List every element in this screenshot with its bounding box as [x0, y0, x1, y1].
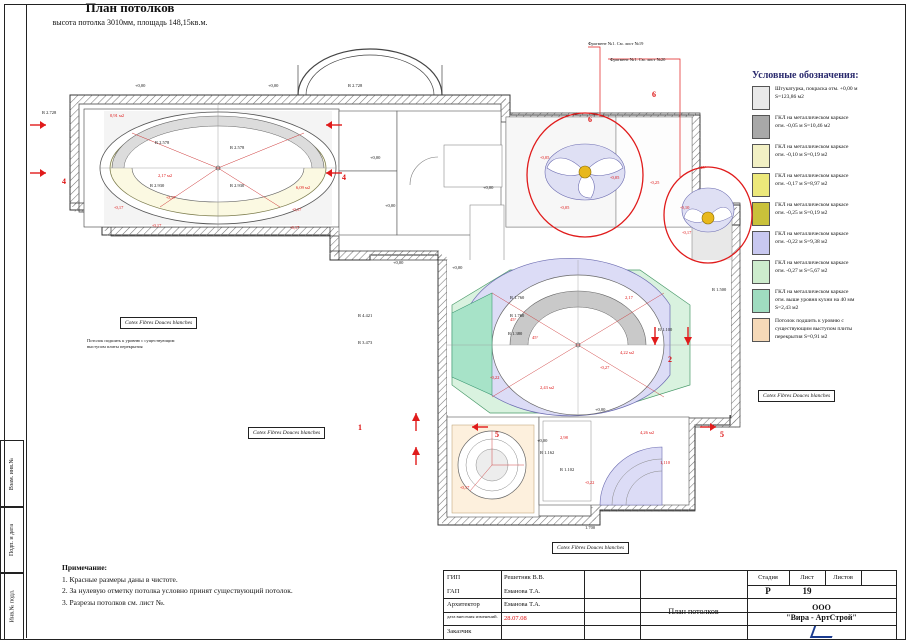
dimension-label-8: +0,00 — [370, 155, 381, 160]
section-mark-6-7: 6 — [652, 90, 656, 99]
legend-item-5 — [752, 231, 900, 255]
tb-drawing-name: План потолков — [668, 607, 719, 616]
red-dimension-label-9: -0,05 — [610, 175, 620, 180]
red-dimension-label-16: -0,27 — [600, 365, 610, 370]
red-dimension-label-26: 2,17 — [625, 295, 633, 300]
legend-label: ГКЛ на металлическом каркасе отм. -0,17 м S=8,97 м2 — [775, 173, 849, 187]
legend-item-1 — [752, 115, 900, 139]
margin-cell-2 — [0, 572, 24, 640]
plan-note-small-0: Потолок подшить к уровню с существующим выступом плиты перекрытия — [87, 338, 175, 350]
dimension-label-12: +0,00 — [483, 185, 494, 190]
dimension-label-15: R 1.760 — [510, 295, 525, 300]
section-mark-4-1: 4 — [342, 173, 346, 182]
red-dimension-label-24: 45° — [532, 335, 539, 340]
red-dimension-label-22: -0,17 — [166, 195, 176, 200]
dimension-label-9: +0,00 — [385, 203, 396, 208]
dimension-label-0: +0,00 — [135, 83, 146, 88]
red-dimension-label-11: -0,10 — [680, 205, 690, 210]
dimension-label-11: +0,00 — [452, 265, 463, 270]
legend-label: ГКЛ на металлическом каркасе отм. -0,25 м S=0,19 м2 — [775, 202, 849, 216]
fragment-note-1: Фрагмент №1. См. лист №19 — [588, 41, 644, 46]
section-mark-4-0: 4 — [62, 177, 66, 186]
dimension-label-16: R 1.760 — [510, 313, 525, 318]
tb-label-0: ГИП — [447, 574, 461, 581]
red-dimension-label-20: -0,17 — [460, 485, 470, 490]
dimension-label-1: +0,00 — [268, 83, 279, 88]
dimension-label-10: +0,00 — [393, 260, 404, 265]
fragment-note-2: Фрагмент №1. См. лист №20 — [610, 57, 666, 62]
red-dimension-label-25: 45° — [700, 165, 707, 170]
tb-date: 28.07.08 — [504, 614, 527, 622]
company-logo-icon — [810, 626, 836, 638]
section-mark-6-6: 6 — [588, 115, 592, 124]
title-text: План потолков — [85, 0, 175, 15]
legend-title: Условные обозначения: — [752, 70, 859, 81]
red-dimension-label-3: -0,17 — [152, 223, 162, 228]
red-dimension-label-18: 4,26 м2 — [640, 430, 655, 435]
section-mark-2-3: 2 — [668, 355, 672, 364]
note-line-1: 2. За нулевую отметку потолка условно принят существующий потолок. — [62, 586, 293, 596]
tb-name-2: Еманова Т.А. — [504, 601, 541, 609]
plan-note-1: Cotex Fibres Douces blanches — [248, 427, 325, 439]
tb-stage-header: Стадия — [758, 574, 778, 581]
dimension-label-14: R 3.473 — [358, 340, 373, 345]
plan-note-3: Cotex Fibres Douces blanches — [552, 542, 629, 554]
tb-label-2: Архитектор — [447, 601, 480, 609]
red-dimension-label-1: 2,17 м2 — [158, 173, 173, 178]
dimension-label-17: R 1.380 — [508, 331, 523, 336]
tb-stage-value: Р — [765, 585, 771, 596]
tb-label-1: ГАП — [447, 587, 460, 595]
margin-line — [26, 4, 27, 638]
legend-label: ГКЛ на металлическом каркасе отм. -0,10 м S=0,19 м2 — [775, 144, 849, 158]
tb-label-4: Заказчик — [447, 628, 472, 636]
red-dimension-label-10: -0,25 — [650, 180, 660, 185]
dimension-label-18: R 1.100 — [658, 327, 673, 332]
margin-cell-1 — [0, 506, 24, 574]
legend-item-3 — [752, 173, 900, 197]
title-block-table — [443, 570, 897, 640]
red-dimension-label-15: -0,22 — [490, 375, 500, 380]
dimension-label-5: R 2.578 — [230, 145, 245, 150]
section-mark-5-4: 5 — [495, 430, 499, 439]
dimension-label-22: 1.700 — [585, 525, 596, 530]
tb-company-2: "Вира - АртСтрой" — [786, 613, 857, 622]
red-dimension-label-6: -0,17 — [290, 225, 300, 230]
notes-title: Примечание: — [62, 563, 108, 572]
section-mark-1-2: 1 — [358, 423, 362, 432]
tb-name-0: Решетняк В.В. — [504, 574, 545, 581]
plan-note-2: Cotex Fibres Douces blanches — [758, 390, 835, 402]
dimension-label-24: +0,00 — [595, 407, 606, 412]
note-line-2: 3. Разрезы потолков см. лист №. — [62, 597, 165, 607]
dimension-label-20: R 1.162 — [540, 450, 555, 455]
tb-company-1: ООО — [812, 603, 831, 612]
dimension-label-13: R 4.421 — [358, 313, 373, 318]
margin-stamp-column — [0, 440, 22, 640]
margin-cell-label: Инв.№ подл. — [9, 589, 15, 623]
dimension-label-6: R 2.930 — [150, 183, 165, 188]
notes-block — [62, 562, 293, 609]
red-dimension-label-19: 1,110 — [660, 460, 670, 465]
tb-name-1: Еманова Т.А. — [504, 587, 541, 595]
red-dimension-label-17: 2,98 — [560, 435, 568, 440]
red-dimension-label-0: 0,91 м2 — [110, 113, 125, 118]
legend-label: Потолок подшить к уровню с существующим выступом плиты перекрытия S=0,91 м2 — [775, 318, 853, 340]
dimension-label-4: R 2.578 — [155, 140, 170, 145]
legend — [752, 70, 900, 347]
tb-sheets-header: Листов — [833, 574, 853, 581]
legend-item-4 — [752, 202, 900, 226]
dimension-label-21: R 1.102 — [560, 467, 575, 472]
plan-note-0: Cotex Fibres Douces blanches — [120, 317, 197, 329]
legend-item-8 — [752, 318, 900, 342]
legend-label: ГКЛ на металлическом каркасе отм. выше уровня кухни на 40 мм S=2,43 м2 — [775, 289, 855, 311]
legend-item-0 — [752, 86, 900, 110]
dimension-label-19: R 1.500 — [712, 287, 727, 292]
red-dimension-label-5: 6,09 м2 — [296, 185, 311, 190]
tb-sheet-header: Лист — [800, 574, 814, 581]
tb-label-3: дата внесения изменений. — [447, 613, 498, 619]
legend-item-6 — [752, 260, 900, 284]
tb-sheet-value: 19 — [802, 585, 812, 596]
plan-geometry — [40, 55, 760, 555]
legend-item-2 — [752, 144, 900, 168]
legend-item-7 — [752, 289, 900, 313]
red-dimension-label-14: 2,43 м2 — [540, 385, 555, 390]
margin-cell-0 — [0, 440, 24, 508]
margin-cell-label: Подп. и дата — [9, 523, 15, 557]
legend-label: Штукатурка, покраска отм. +0,00 м S=123,86 м2 — [775, 86, 858, 100]
legend-label: ГКЛ на металлическом каркасе отм. -0,22 м S=9,38 м2 — [775, 231, 849, 245]
legend-label: ГКЛ на металлическом каркасе отм. -0,27 м S=5,67 м2 — [775, 260, 849, 274]
dimension-label-23: +0,00 — [537, 438, 548, 443]
red-dimension-label-2: -0,17 — [114, 205, 124, 210]
dimension-label-3: R 2.728 — [42, 110, 57, 115]
red-dimension-label-21: -0,22 — [585, 480, 595, 485]
red-dimension-label-7: -0,05 — [540, 155, 550, 160]
note-line-0: 1. Красные размеры даны в чистоте. — [62, 574, 178, 584]
section-mark-5-5: 5 — [720, 430, 724, 439]
red-dimension-label-8: -0,05 — [560, 205, 570, 210]
title-subtext: высота потолка 3010мм, площадь 148,15кв.м. — [52, 18, 208, 27]
legend-label: ГКЛ на металлическом каркасе отм. -0,05 м S=10,46 м2 — [775, 115, 849, 129]
dimension-label-2: R 2.728 — [348, 83, 363, 88]
red-dimension-label-4: -0,17 — [292, 207, 302, 212]
margin-cell-label: Взам. инв.№ — [9, 457, 15, 491]
red-dimension-label-23: 45° — [510, 317, 517, 322]
red-dimension-label-13: 4,22 м2 — [620, 350, 635, 355]
dimension-label-7: R 2.930 — [230, 183, 245, 188]
red-dimension-label-12: -0,17 — [682, 230, 692, 235]
